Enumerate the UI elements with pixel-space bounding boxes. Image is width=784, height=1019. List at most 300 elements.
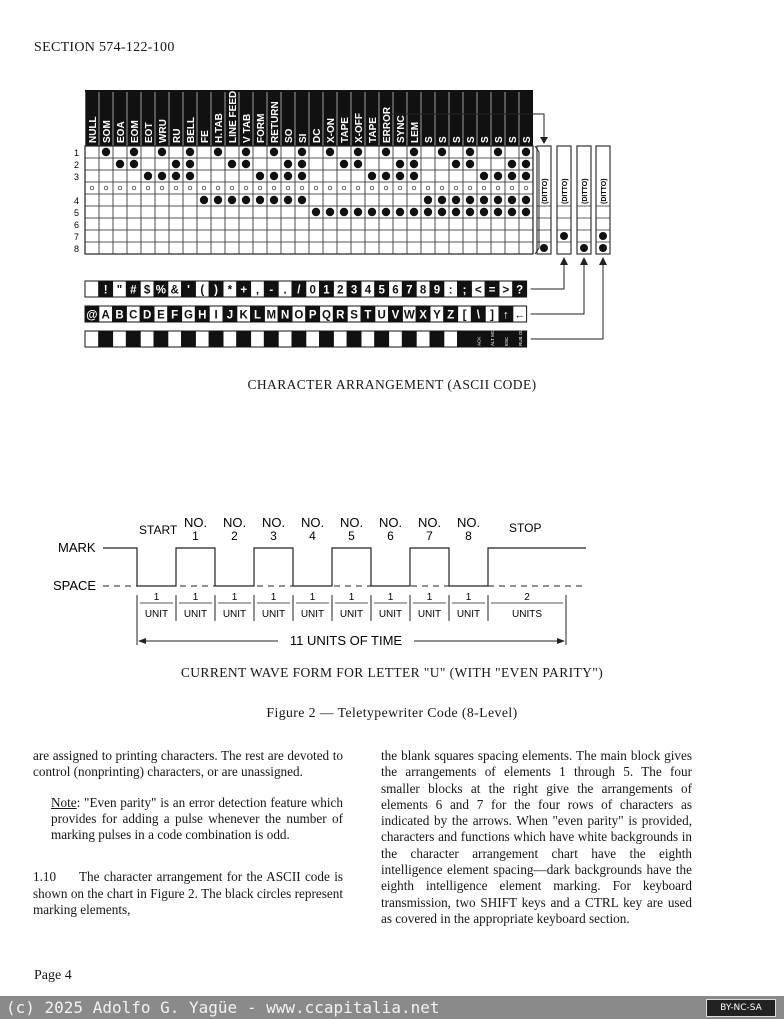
sprocket-hole [272,186,276,190]
char-cell [126,331,140,347]
row-pointer-line [531,258,603,339]
stop-units-label: UNITS [512,609,542,620]
char-glyph: ' [187,284,190,297]
mark-dot [368,172,376,180]
mark-dot [298,148,306,156]
char-cell [430,331,444,347]
column-label: TAPE [340,117,351,143]
mark-dot [116,160,124,168]
mark-dot [480,208,488,216]
column-label: SYNC [396,115,407,143]
char-glyph: L [253,309,262,322]
arrow-head [540,137,548,144]
mark-dot [242,196,250,204]
sprocket-hole [454,186,458,190]
char-glyph: 0 [309,284,316,297]
column-label: S [522,136,533,143]
waveform-diagram [0,510,784,660]
char-glyph: O [294,309,304,322]
char-glyph: ( [200,284,205,297]
mark-dot [228,196,236,204]
sprocket-hole [188,186,192,190]
char-glyph: ← [513,309,526,322]
column-label: S [424,136,435,143]
char-cell [223,331,237,347]
stop-units-value: 2 [524,592,530,603]
copyright-footer [0,996,784,1019]
sprocket-hole [440,186,444,190]
char-glyph: T [364,309,372,322]
bit-no-label: NO. [339,515,364,530]
mark-dot [214,148,222,156]
mark-dot [540,244,548,252]
bit-number: 2 [231,529,238,543]
mark-dot [298,172,306,180]
ditto-label: (DITTO) [582,178,589,204]
sprocket-hole [146,186,150,190]
mark-dot [438,208,446,216]
mark-dot [494,208,502,216]
bit-no-label: NO. [378,515,403,530]
row-label: 6 [74,220,80,230]
char-glyph: N [280,309,290,322]
mark-dot [256,196,264,204]
arrow-head [138,638,146,644]
column-label: S [494,136,505,143]
char-glyph: G [184,309,193,322]
unit-label: UNIT [339,609,364,620]
mark-dot [298,160,306,168]
sprocket-hole [258,186,262,190]
char-cell [85,331,99,347]
mark-dot [599,244,607,252]
column-label: S [508,136,519,143]
char-glyph: - [269,284,274,297]
row-pointer-line [531,258,564,289]
mark-dot [508,208,516,216]
unit-value: 1 [309,592,316,603]
char-glyph: Y [433,309,441,322]
char-cell [444,331,458,347]
arrow-head [580,257,588,265]
mark-dot [438,196,446,204]
figure-caption: Figure 2 — Teletypewriter Code (8-Level) [266,705,518,720]
sprocket-hole [496,186,500,190]
char-glyph: % [155,284,167,297]
mark-dot [214,196,222,204]
bit-no-label: NO. [261,515,286,530]
char-cell [389,331,403,347]
char-glyph: F [171,309,179,322]
row-label: 7 [74,232,80,242]
mark-dot [284,196,292,204]
row-label: 2 [74,160,80,170]
char-glyph: : [448,284,453,297]
char-glyph: = [488,284,496,297]
sprocket-hole [328,186,332,190]
column-label: H.TAB [214,113,225,143]
char-glyph: W [403,309,415,322]
char-cell [320,331,334,347]
column-label: S [438,136,449,143]
sprocket-hole [244,186,248,190]
mark-dot [354,148,362,156]
char-glyph: U [377,309,386,322]
char-cell [306,331,320,347]
char-glyph: R [336,309,345,322]
unit-value: 1 [465,592,472,603]
column-label: RETURN [270,101,281,143]
arrow-head [599,257,607,265]
row-pointer-line [531,258,584,314]
unit-label: UNIT [222,609,247,620]
char-cell [333,331,347,347]
bit-no-label: NO. [183,515,208,530]
column-label: ERROR [382,106,393,143]
column-label: FORM [256,113,267,143]
mark-dot [354,208,362,216]
row-label: 5 [74,208,80,218]
char-cell [251,331,265,347]
parity-note [51,795,343,844]
unit-label: UNIT [144,609,169,620]
chart-caption: CHARACTER ARRANGEMENT (ASCII CODE) [247,377,537,392]
cc-license-badge: BY-NC-SA [706,999,776,1017]
char-glyph: < [474,284,482,297]
sprocket-hole [132,186,136,190]
mark-dot [410,172,418,180]
char-cell [402,331,416,347]
mark-dot [158,172,166,180]
total-units-label: 11 UNITS OF TIME [289,633,403,648]
char-cell [168,331,182,347]
column-label: S [466,136,477,143]
char-glyph: 7 [406,284,413,297]
sprocket-hole [384,186,388,190]
unit-label: UNIT [378,609,403,620]
char-glyph: J [226,309,234,322]
mark-dot [494,148,502,156]
bit-number: 8 [465,529,472,543]
mark-dot [256,172,264,180]
paragraph-1-10 [33,869,343,918]
char-cell [154,331,168,347]
char-cell [292,331,306,347]
mark-dot [508,160,516,168]
char-cell [209,331,223,347]
sprocket-hole [202,186,206,190]
mark-dot [284,160,292,168]
char-glyph: I [214,309,218,322]
char-glyph: ] [490,309,495,322]
char-glyph: + [240,284,248,297]
column-label: FE [200,130,211,143]
bit-no-label: NO. [222,515,247,530]
unit-label: UNIT [417,609,442,620]
unit-label: UNIT [261,609,286,620]
mark-dot [382,172,390,180]
char-glyph: ; [462,284,467,297]
ascii-chart [0,80,784,380]
bit-number: 5 [348,529,355,543]
mark-dot [494,196,502,204]
char-glyph: @ [86,309,98,322]
stop-label: STOP [509,521,542,535]
mark-dot [312,208,320,216]
char-cell [182,331,196,347]
mark-dot [522,196,530,204]
char-cell [140,331,154,347]
char-glyph: ? [516,284,524,297]
unit-value: 1 [231,592,238,603]
sprocket-hole [230,186,234,190]
mark-dot [480,172,488,180]
mark-dot [410,208,418,216]
column-label: SI [298,133,309,143]
char-cell [375,331,389,347]
column-label: BELL [186,116,197,143]
column-label: NULL [88,116,99,143]
mark-dot [200,196,208,204]
char-glyph: $ [143,284,151,297]
char-glyph: B [115,309,124,322]
mark-dot [284,172,292,180]
column-label: S [480,136,491,143]
column-label: SOM [102,120,113,143]
mark-dot [242,148,250,156]
char-glyph: 3 [350,284,358,297]
row-label: 3 [74,172,80,182]
mark-dot [466,196,474,204]
mark-dot [466,160,474,168]
sprocket-hole [426,186,430,190]
right-paragraph: the blank squares spacing elements. The main block gives the arrangements of elements 1 through 5. The four smaller blocks at the right give the arrangements of elements 6 and 7 for the four rows of characters as indicated by the arrows. When "even parity" is provided, characters and functions which have white backgrounds in the character arrangement chart have the eighth intelligence element spacing—dark backgrounds have the eighth intelligence element marking. For keyboard transmission, two SHIFT keys and a CTRL key are used as covered in the appropriate keyboard section. [381,748,692,926]
mark-dot [158,148,166,156]
mark-dot [354,160,362,168]
column-label: DC [312,128,323,143]
left-column [33,748,343,918]
column-label: V TAB [242,113,253,143]
bit-no-label: NO. [417,515,442,530]
char-glyph: # [130,284,137,297]
mark-dot [424,208,432,216]
mark-dot [452,208,460,216]
sprocket-hole [216,186,220,190]
control-label: ALT MODE [490,323,496,346]
char-glyph: 2 [337,284,344,297]
space-label: SPACE [53,578,97,593]
char-cell [113,331,127,347]
char-glyph: . [283,284,287,297]
char-glyph: X [419,309,427,322]
char-glyph: 4 [364,284,372,297]
mark-dot [466,148,474,156]
char-glyph: E [157,309,165,322]
mark-dot [480,196,488,204]
mark-dot [186,148,194,156]
char-glyph: [ [462,309,467,322]
mark-dot [599,232,607,240]
mark-label: MARK [58,540,96,555]
column-label: EOM [130,120,141,143]
row-label: 4 [74,196,80,206]
start-label: START [139,523,178,537]
char-glyph: ) [214,284,219,297]
mark-dot [466,208,474,216]
char-glyph: / [297,284,301,297]
row-label: 1 [74,148,80,158]
note-label: Note [51,794,77,810]
sprocket-hole [510,186,514,190]
mark-dot [340,160,348,168]
unit-value: 1 [387,592,394,603]
mark-dot [298,196,306,204]
char-glyph: 1 [323,284,330,297]
char-cell [361,331,375,347]
control-label: RUB OUT [517,325,523,346]
ditto-label: (DITTO) [562,178,569,204]
mark-dot [522,208,530,216]
mark-dot [186,172,194,180]
char-glyph: M [266,309,277,322]
mark-dot [410,148,418,156]
mark-dot [522,160,530,168]
unit-value: 1 [426,592,433,603]
char-glyph: 5 [378,284,385,297]
ditto-label: (DITTO) [601,178,608,204]
unit-value: 1 [153,592,160,603]
mark-dot [382,208,390,216]
char-glyph: P [308,309,317,322]
column-label: X-ON [326,118,337,143]
char-glyph: ↑ [503,309,509,322]
mark-dot [494,172,502,180]
sprocket-hole [118,186,122,190]
mark-dot [130,148,138,156]
mark-dot [186,160,194,168]
arrow-head [557,638,565,644]
column-label: LEM [410,121,421,143]
bit-number: 6 [387,529,394,543]
char-glyph: H [198,309,207,322]
mark-dot [560,232,568,240]
char-glyph: A [101,309,110,322]
sprocket-hole [160,186,164,190]
mark-dot [130,160,138,168]
unit-label: UNIT [183,609,208,620]
bit-no-label: NO. [300,515,325,530]
sprocket-hole [412,186,416,190]
mark-dot [396,160,404,168]
mark-dot [396,172,404,180]
mark-dot [396,208,404,216]
page-number: Page 4 [34,968,72,983]
arrow-head [560,257,568,265]
sprocket-hole [174,186,178,190]
char-cell [264,331,278,347]
mark-dot [508,172,516,180]
paragraph-text: The character arrangement for the ASCII code is shown on the chart in Figure 2. The black circles represent marking elements, [33,869,343,918]
mark-dot [172,172,180,180]
char-glyph: * [227,284,233,297]
bit-number: 3 [270,529,277,543]
bit-no-label: NO. [456,515,481,530]
char-glyph: 9 [433,284,441,297]
unit-value: 1 [270,592,277,603]
row-label: 8 [74,244,80,254]
control-label: ACK [476,336,482,346]
bit-number: 7 [426,529,433,543]
sprocket-hole [468,186,472,190]
column-label: WRU [158,119,169,143]
sprocket-hole [300,186,304,190]
char-cell [278,331,292,347]
char-cell [237,331,251,347]
char-glyph: 6 [392,284,399,297]
sprocket-hole [90,186,94,190]
mark-dot [522,172,530,180]
column-label: S [452,136,463,143]
sprocket-hole [104,186,108,190]
unit-label: UNIT [300,609,325,620]
char-glyph: D [142,309,152,322]
mark-dot [340,208,348,216]
mark-dot [102,148,110,156]
column-label: EOA [116,121,127,143]
mark-dot [522,148,530,156]
mark-dot [172,160,180,168]
bit-number: 4 [309,529,316,543]
mark-dot [270,196,278,204]
mark-dot [368,208,376,216]
mark-dot [228,160,236,168]
bit-number: 1 [192,529,199,543]
sprocket-hole [342,186,346,190]
mark-dot [144,172,152,180]
char-glyph: 8 [419,284,427,297]
column-label: LINE FEED [228,90,239,143]
unit-label: UNIT [456,609,481,620]
mark-dot [326,208,334,216]
char-cell [347,331,361,347]
column-label: X-OFF [354,113,365,143]
mark-dot [508,196,516,204]
char-glyph: & [170,284,179,297]
mark-dot [326,148,334,156]
sprocket-hole [314,186,318,190]
unit-value: 1 [192,592,199,603]
mark-dot [452,196,460,204]
sprocket-hole [286,186,290,190]
unit-value: 1 [348,592,355,603]
char-glyph: \ [476,309,480,322]
waveform-line [103,548,586,586]
footer-text: (c) 2025 Adolfo G. Yagüe - www.ccapitalia.net [6,998,440,1017]
note-text: : "Even parity" is an error detection feature which provides for adding a pulse whenever the number of marking pulses in a code combination is odd. [51,794,343,843]
ditto-label: (DITTO) [542,178,549,204]
mark-dot [438,148,446,156]
char-glyph: , [255,284,260,297]
waveform-caption: CURRENT WAVE FORM FOR LETTER "U" (WITH "EVEN PARITY") [180,665,604,680]
sprocket-hole [356,186,360,190]
mark-dot [242,160,250,168]
char-glyph: K [239,309,248,322]
char-cell [416,331,430,347]
char-glyph: Q [322,309,331,322]
mark-dot [382,148,390,156]
right-column [381,748,692,927]
char-glyph: " [116,284,123,297]
